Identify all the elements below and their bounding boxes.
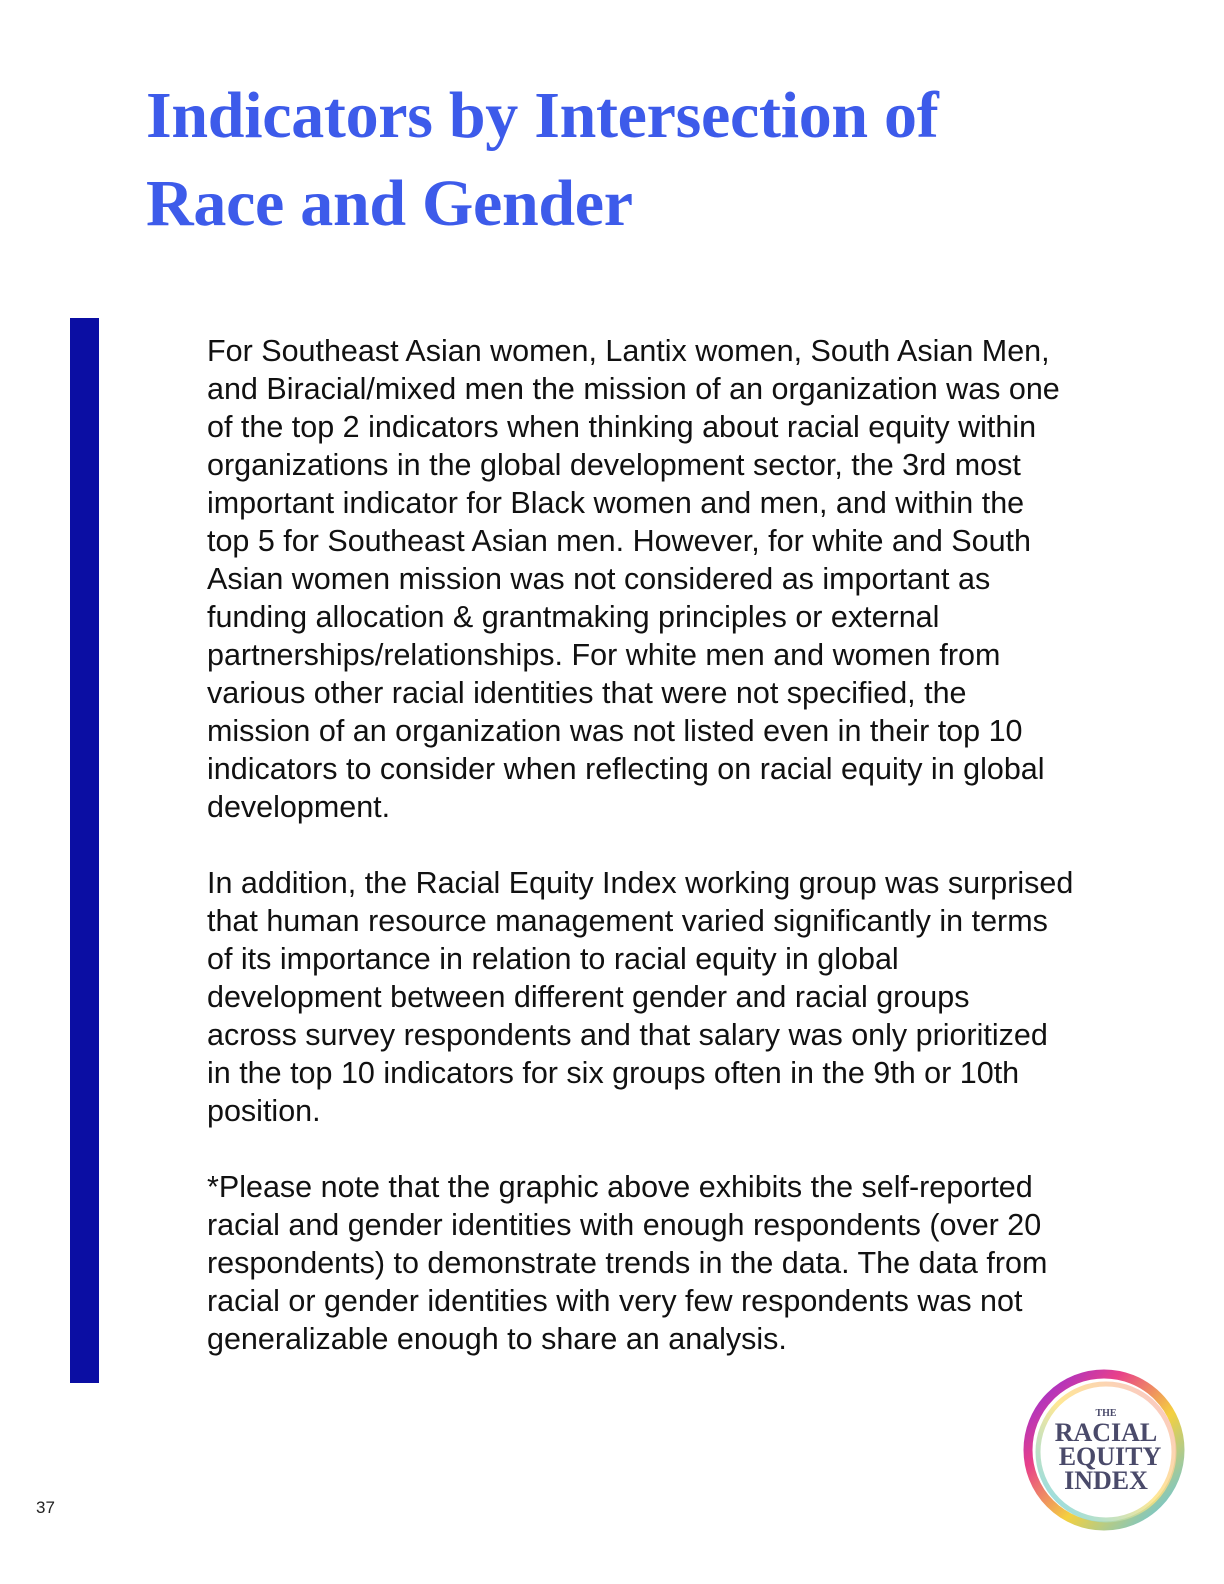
paragraph-note: *Please note that the graphic above exhibits the self-reported racial and gender identities with enough respondents (over 20 respondents) to demonstrate trends in the data. The data from racial or gender identities with very few respondents was not generalizable enough to share an analysis. xyxy=(207,1170,1048,1356)
logo-text-equity: EQUITY xyxy=(1058,1442,1162,1471)
logo-text-the: THE xyxy=(1095,1408,1117,1419)
page-title xyxy=(146,72,1146,248)
body-text xyxy=(207,332,1167,1396)
page-title-line-2: Race and Gender xyxy=(146,167,633,240)
accent-bar xyxy=(70,318,99,1383)
logo-text-index: INDEX xyxy=(1064,1466,1148,1495)
page-title-line-1: Indicators by Intersection of xyxy=(146,79,939,152)
page-number: 37 xyxy=(36,1498,55,1517)
paragraph-hr-management: In addition, the Racial Equity Index working group was surprised that human resource management varied significantly in terms of its importance in relation to racial equity in global development between different gender and racial groups across survey respondents and that salary was only prioritized in the top 10 indicators for six groups often in the 9th or 10th position. xyxy=(207,866,1074,1128)
racial-equity-index-logo xyxy=(1020,1366,1188,1534)
paragraph-mission: For Southeast Asian women, Lantix women, South Asian Men, and Biracial/mixed men the mission of an organization was one of the top 2 indicators when thinking about racial equity within organizations in the global development sector, the 3rd most important indicator for Black women and men, and within the top 5 for Southeast Asian men. However, for white and South Asian women mission was not considered as important as funding allocation & grantmaking principles or external partnerships/relationships. For white men and women from various other racial identities that were not specified, the mission of an organization was not listed even in their top 10 indicators to consider when reflecting on racial equity in global development. xyxy=(207,334,1060,824)
logo-text-racial: RACIAL xyxy=(1054,1418,1158,1447)
